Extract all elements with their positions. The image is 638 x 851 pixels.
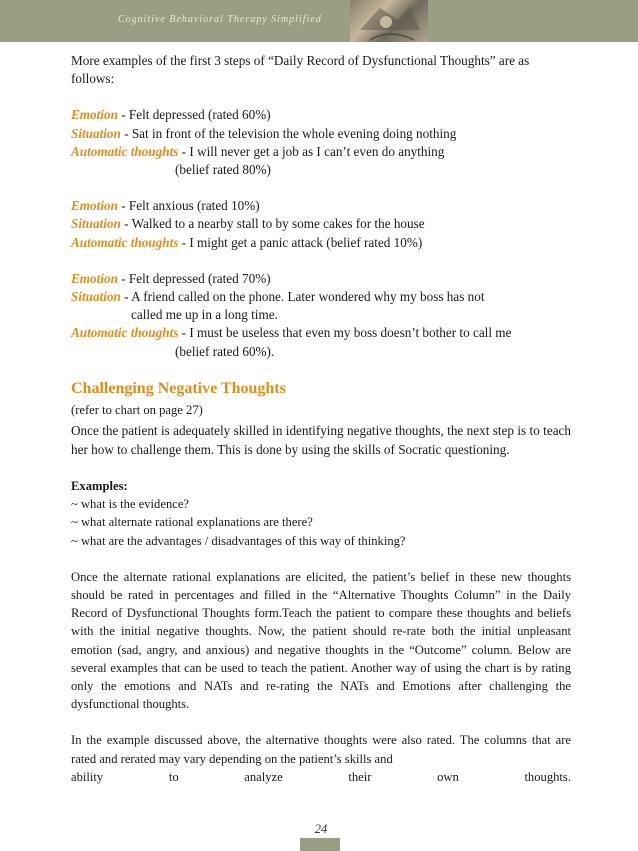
- intro-text: More examples of the first 3 steps of “Daily Record of Dysfunctional Thoughts” are as follows:: [71, 53, 530, 87]
- last-line-word: to: [168, 769, 179, 784]
- thoughts-text: - I will never get a job as I can’t even do anything: [178, 143, 445, 159]
- examples-heading: Examples:: [71, 479, 128, 494]
- thoughts-text: - I might get a panic attack (belief rated 10%): [178, 234, 423, 250]
- question-item: ~ what alternate rational explanations are there?: [71, 515, 313, 530]
- situation-line: [71, 288, 571, 306]
- page-number-tab: [300, 838, 340, 851]
- thoughts-text: - I must be useless that even my boss doesn’t bother to call me: [178, 325, 512, 341]
- example-block: [71, 197, 571, 252]
- paragraph-last-line: [71, 768, 571, 786]
- emotion-text: - Felt anxious (rated 10%): [117, 198, 260, 214]
- thoughts-line: [71, 234, 571, 252]
- question-item: ~ what are the advantages / disadvantages of this way of thinking?: [71, 533, 406, 548]
- thoughts-label: Automatic thoughts: [71, 234, 179, 250]
- thoughts-label: Automatic thoughts: [71, 143, 179, 159]
- situation-text: - A friend called on the phone. Later wondered why my boss has not: [120, 289, 485, 305]
- example-block: [71, 106, 571, 179]
- emotion-line: [71, 270, 571, 288]
- page-header: [0, 0, 638, 42]
- situation-text: - Walked to a nearby stall to by some cakes for the house: [120, 216, 425, 232]
- situation-continued: called me up in a long time.: [131, 307, 278, 323]
- emotion-label: Emotion: [71, 270, 118, 286]
- situation-line: [71, 125, 571, 143]
- last-line-word: ability: [71, 769, 104, 784]
- thoughts-belief: (belief rated 80%): [175, 162, 271, 178]
- situation-label: Situation: [71, 216, 121, 232]
- situation-text: - Sat in front of the television the whole evening doing nothing: [120, 125, 457, 141]
- emotion-line: [71, 106, 571, 124]
- section-heading: Challenging Negative Thoughts: [71, 379, 286, 397]
- page-body: [71, 52, 571, 786]
- paragraph-rerating: In the example discussed above, the alternative thoughts were also rated. The columns that are rated and rerated may vary depending on the patient’s skills and: [71, 733, 571, 766]
- running-title: Cognitive Behavioral Therapy Simplified: [118, 14, 322, 25]
- last-line-word: thoughts.: [524, 769, 571, 784]
- situation-line: [71, 215, 571, 233]
- last-line-word: own: [437, 769, 459, 784]
- page-number: 24: [314, 822, 328, 836]
- thoughts-label: Automatic thoughts: [71, 325, 179, 341]
- paragraph-alternative-thoughts: Once the alternate rational explanations are elicited, the patient’s belief in these new thoughts should be rated in percentages and filled in the “Alternative Thoughts Column” in the Daily Record of Dysfunctional Thoughts form.Teach the patient to compare these thoughts and beliefs with the initial negative thoughts. Now, the patient should re-rate both the initial unpleasant emotion (sad, angry, and anxious) and negative thoughts in the “Outcome” column. Below are several examples that can be used to teach the patient. Another way of using the chart is by rating only the emotions and NATs and re-rating the NATs and Emotions after challenging the dysfunctional thoughts.: [71, 569, 571, 712]
- chart-reference: (refer to chart on page 27): [71, 402, 203, 417]
- paragraph-socratic: Once the patient is adequately skilled in identifying negative thoughts, the next step is to teach her how to challenge them. This is done by using the skills of Socratic questioning.: [71, 423, 571, 458]
- thoughts-belief: (belief rated 60%).: [175, 343, 275, 359]
- emotion-text: - Felt depressed (rated 60%): [117, 107, 271, 123]
- situation-label: Situation: [71, 125, 121, 141]
- emotion-label: Emotion: [71, 107, 118, 123]
- emotion-label: Emotion: [71, 198, 118, 214]
- emotion-text: - Felt depressed (rated 70%): [117, 270, 271, 286]
- thoughts-line: [71, 324, 571, 342]
- last-line-word: their: [348, 769, 372, 784]
- situation-label: Situation: [71, 289, 121, 305]
- example-block: [71, 270, 571, 361]
- question-item: ~ what is the evidence?: [71, 497, 190, 512]
- emotion-line: [71, 197, 571, 215]
- header-illustration: [350, 0, 428, 42]
- last-line-word: analyze: [244, 769, 283, 784]
- thoughts-line: [71, 143, 571, 161]
